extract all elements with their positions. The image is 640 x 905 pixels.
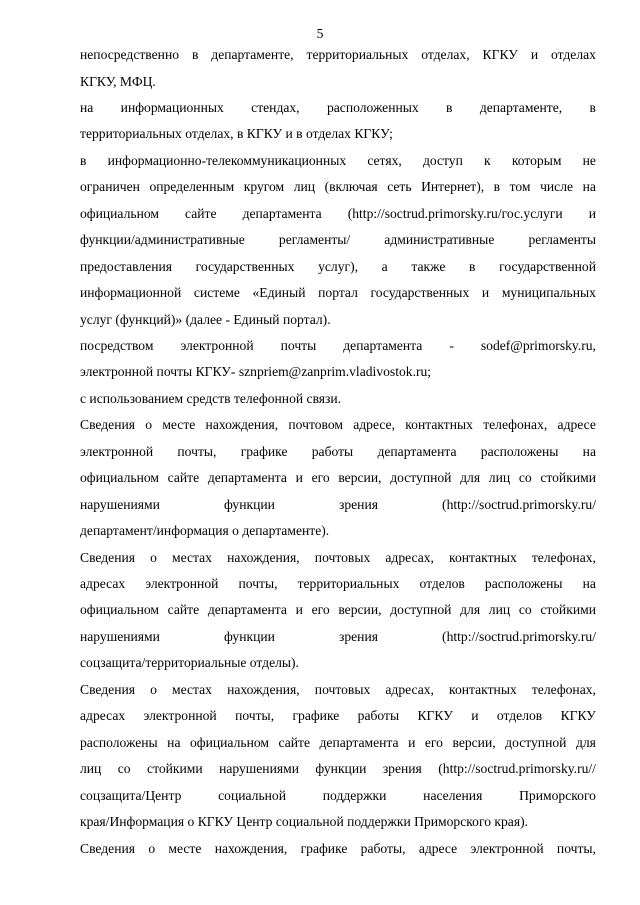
word: услуг), xyxy=(318,258,358,274)
page-number: 5 xyxy=(316,26,324,41)
word: электронной xyxy=(470,840,544,856)
text-line xyxy=(80,417,596,433)
word: - xyxy=(449,337,454,353)
word: телефонах, xyxy=(531,681,596,697)
text-line xyxy=(80,761,596,777)
text-line xyxy=(80,179,596,195)
word: информационных xyxy=(120,99,224,115)
text-line xyxy=(80,232,596,248)
word: почтовом xyxy=(288,417,343,433)
word: почты, xyxy=(177,443,217,459)
word: территориальных xyxy=(297,576,400,591)
word: в xyxy=(446,99,453,115)
text-line xyxy=(80,47,596,63)
word: отделов xyxy=(419,576,465,591)
word: административные xyxy=(384,232,495,248)
text-line: услуг (функций)» (далее - Единый портал). xyxy=(80,311,331,327)
text-line: электронной почты КГКУ- sznpriem@zanprim.vladivostok.ru; xyxy=(80,364,432,380)
word: Сведения xyxy=(80,549,136,565)
word: департаменте, xyxy=(211,47,294,62)
word: официальном xyxy=(80,602,159,618)
word: и xyxy=(481,285,490,300)
word: регламенты xyxy=(528,232,596,248)
word: нарушениями xyxy=(80,628,160,644)
word: для xyxy=(460,470,481,486)
word: адресах, xyxy=(385,549,434,565)
text-line xyxy=(80,735,596,751)
word: почты, xyxy=(556,840,596,856)
word: о xyxy=(150,549,157,565)
word: нахождения, xyxy=(214,840,288,856)
word: официальном xyxy=(80,470,159,486)
word: контактных xyxy=(449,549,517,565)
word: департамента xyxy=(207,470,287,486)
word: лиц xyxy=(293,179,316,195)
word: доступной xyxy=(390,602,452,618)
word: социальной xyxy=(218,787,287,803)
word: доступной xyxy=(505,734,567,750)
word: графике xyxy=(240,443,288,459)
word: расположены xyxy=(80,734,158,750)
word: версии, xyxy=(452,734,496,750)
text-line xyxy=(80,100,596,116)
word: непосредственно xyxy=(80,47,180,62)
word: системе xyxy=(193,285,240,300)
word: адресах xyxy=(80,576,126,591)
text-line xyxy=(80,629,596,645)
text-line xyxy=(80,153,596,169)
text-line xyxy=(80,285,596,301)
word: том xyxy=(509,179,531,195)
word: предоставления xyxy=(80,258,173,274)
word: стойкими xyxy=(540,470,596,486)
word: телефонах, xyxy=(531,549,596,565)
word: стойкими xyxy=(147,761,203,777)
text-line xyxy=(80,444,596,460)
word: (http://soctrud.primorsky.ru// xyxy=(438,761,596,777)
word: департамента xyxy=(207,602,287,618)
word: и xyxy=(588,205,596,221)
text-line xyxy=(80,576,596,592)
word: адресе xyxy=(557,417,596,433)
word: на xyxy=(80,99,94,115)
word: посредством xyxy=(80,337,154,353)
word: к xyxy=(484,152,491,168)
word: государственной xyxy=(499,258,596,274)
word: в xyxy=(589,99,596,115)
word: функции xyxy=(223,496,275,512)
word: почтовых xyxy=(314,681,371,697)
text-line: КГКУ, МФЦ. xyxy=(80,73,156,89)
word: также xyxy=(411,258,446,274)
word: почты xyxy=(280,337,317,353)
word: зрения xyxy=(338,496,378,512)
word: зрения xyxy=(382,761,422,777)
word: кругом xyxy=(243,179,285,195)
word: в xyxy=(469,258,476,274)
word: КГКУ xyxy=(560,708,596,724)
word: департамента xyxy=(377,443,457,459)
word: Сведения xyxy=(80,840,136,856)
word: нахождения, xyxy=(205,417,279,433)
word: для xyxy=(575,734,596,750)
word: и xyxy=(471,708,479,724)
word: электронной xyxy=(180,337,254,353)
word: адресах xyxy=(80,708,126,724)
word: расположенных xyxy=(326,99,419,115)
word: стойкими xyxy=(540,602,596,618)
word: населения xyxy=(423,787,483,803)
word: сайте xyxy=(278,734,310,750)
text-line xyxy=(80,338,596,354)
word: в xyxy=(493,179,501,195)
text-line xyxy=(80,682,596,698)
word: департаменте, xyxy=(479,99,563,115)
word: электронной xyxy=(80,443,154,459)
word: со xyxy=(117,761,131,777)
word: местах xyxy=(172,681,212,697)
word: нахождения, xyxy=(227,549,300,565)
word: государственных xyxy=(195,258,295,274)
word: месте xyxy=(168,840,202,856)
word: муниципальных xyxy=(501,285,596,300)
word: его xyxy=(311,470,330,486)
word: расположены xyxy=(484,576,563,591)
word: (http://soctrud.primorsky.ru/гос.услуги xyxy=(347,205,563,221)
text-line xyxy=(80,259,596,275)
word: месте xyxy=(162,417,196,433)
word: КГКУ xyxy=(417,708,453,724)
word: sodef@primorsky.ru, xyxy=(480,337,596,353)
word: электронной xyxy=(143,708,217,724)
word: функции/административные xyxy=(80,232,245,248)
word: контактных xyxy=(449,681,517,697)
word: функции xyxy=(223,628,275,644)
word: адресах, xyxy=(385,681,434,697)
word: лиц xyxy=(80,761,102,777)
text-line xyxy=(80,841,596,857)
word: которым xyxy=(511,152,562,168)
word: департамента xyxy=(242,205,322,221)
word: территориальных xyxy=(306,47,409,62)
word: информационно-телекоммуникационных xyxy=(107,152,347,168)
word: «Единый xyxy=(252,285,306,300)
word: сайте xyxy=(185,205,217,221)
word: доступной xyxy=(390,470,452,486)
text-line xyxy=(80,788,596,804)
word: почты, xyxy=(238,576,278,591)
word: со xyxy=(518,470,532,486)
word: работы xyxy=(357,708,400,724)
text-line xyxy=(80,708,596,724)
word: зрения xyxy=(338,628,378,644)
word: (http://soctrud.primorsky.ru/ xyxy=(442,628,596,644)
word: телефонах, xyxy=(483,417,548,433)
word: и xyxy=(530,47,539,62)
word: доступ xyxy=(422,152,463,168)
word: для xyxy=(460,602,481,618)
word: портал xyxy=(318,285,358,300)
word: нахождения, xyxy=(227,681,300,697)
word: департамента xyxy=(343,337,423,353)
word: сайте xyxy=(167,470,200,486)
word: на xyxy=(582,576,596,591)
word: официальном xyxy=(190,734,269,750)
word: стендах, xyxy=(251,99,300,115)
word: поддержки xyxy=(322,787,387,803)
word: его xyxy=(424,734,443,750)
word: нарушениями xyxy=(80,496,160,512)
word: сетях, xyxy=(367,152,402,168)
word: не xyxy=(582,152,596,168)
word: электронной xyxy=(145,576,219,591)
text-line xyxy=(80,550,596,566)
word: работы, xyxy=(360,840,406,856)
word: версии, xyxy=(338,470,382,486)
word: функции xyxy=(315,761,367,777)
word: графике xyxy=(300,840,348,856)
text-line xyxy=(80,602,596,618)
word: официальном xyxy=(80,205,159,221)
word: почты, xyxy=(235,708,275,724)
word: контактных xyxy=(405,417,473,433)
word: со xyxy=(518,602,532,618)
word: нарушениями xyxy=(219,761,299,777)
word: регламенты/ xyxy=(278,232,351,248)
text-line: с использованием средств телефонной связи. xyxy=(80,390,342,406)
word: лиц xyxy=(488,470,511,486)
word: Интернет), xyxy=(421,179,485,195)
word: версии, xyxy=(338,602,382,618)
text-line: департамент/информация о департаменте). xyxy=(80,523,330,539)
word: адресе xyxy=(418,840,458,856)
word: а xyxy=(381,258,388,274)
word: Сведения xyxy=(80,417,136,433)
word: ограничен xyxy=(80,179,140,195)
word: департамента xyxy=(319,734,399,750)
word: отделах, xyxy=(421,47,470,62)
word: сеть xyxy=(387,179,412,195)
word: о xyxy=(148,840,156,856)
word: информационной xyxy=(80,285,182,300)
word: Приморского xyxy=(519,787,596,803)
word: и xyxy=(295,470,303,486)
word: в xyxy=(80,152,87,168)
word: на xyxy=(582,443,596,459)
word: работы xyxy=(311,443,354,459)
word: соцзащита/Центр xyxy=(80,787,182,803)
text-line xyxy=(80,470,596,486)
word: (включая xyxy=(324,179,378,195)
text-line: территориальных отделах, в КГКУ и в отделах КГКУ; xyxy=(80,126,393,142)
word: графике xyxy=(292,708,340,724)
word: и xyxy=(295,602,303,618)
text-line: края/Информация о КГКУ Центр социальной поддержки Приморского края). xyxy=(80,814,529,829)
text-line xyxy=(80,497,596,513)
word: определенным xyxy=(149,179,235,195)
word: местах xyxy=(172,549,212,565)
word: числе xyxy=(540,179,574,195)
word: (http://soctrud.primorsky.ru/ xyxy=(442,496,596,512)
word: расположены xyxy=(480,443,559,459)
word: на xyxy=(167,734,181,750)
word: КГКУ xyxy=(482,47,518,62)
word: отделов xyxy=(496,708,543,724)
word: о xyxy=(145,417,153,433)
word: отделах xyxy=(551,47,596,62)
word: его xyxy=(311,602,330,618)
word: на xyxy=(582,179,596,195)
text-line xyxy=(80,206,596,222)
word: адресе, xyxy=(353,417,395,433)
word: Сведения xyxy=(80,681,136,697)
word: государственных xyxy=(370,285,470,300)
word: лиц xyxy=(488,602,511,618)
word: почтовых xyxy=(314,549,371,565)
word: сайте xyxy=(167,602,200,618)
word: в xyxy=(191,47,199,62)
text-line: соцзащита/территориальные отделы). xyxy=(80,655,299,671)
word: о xyxy=(150,681,157,697)
word: и xyxy=(408,734,416,750)
